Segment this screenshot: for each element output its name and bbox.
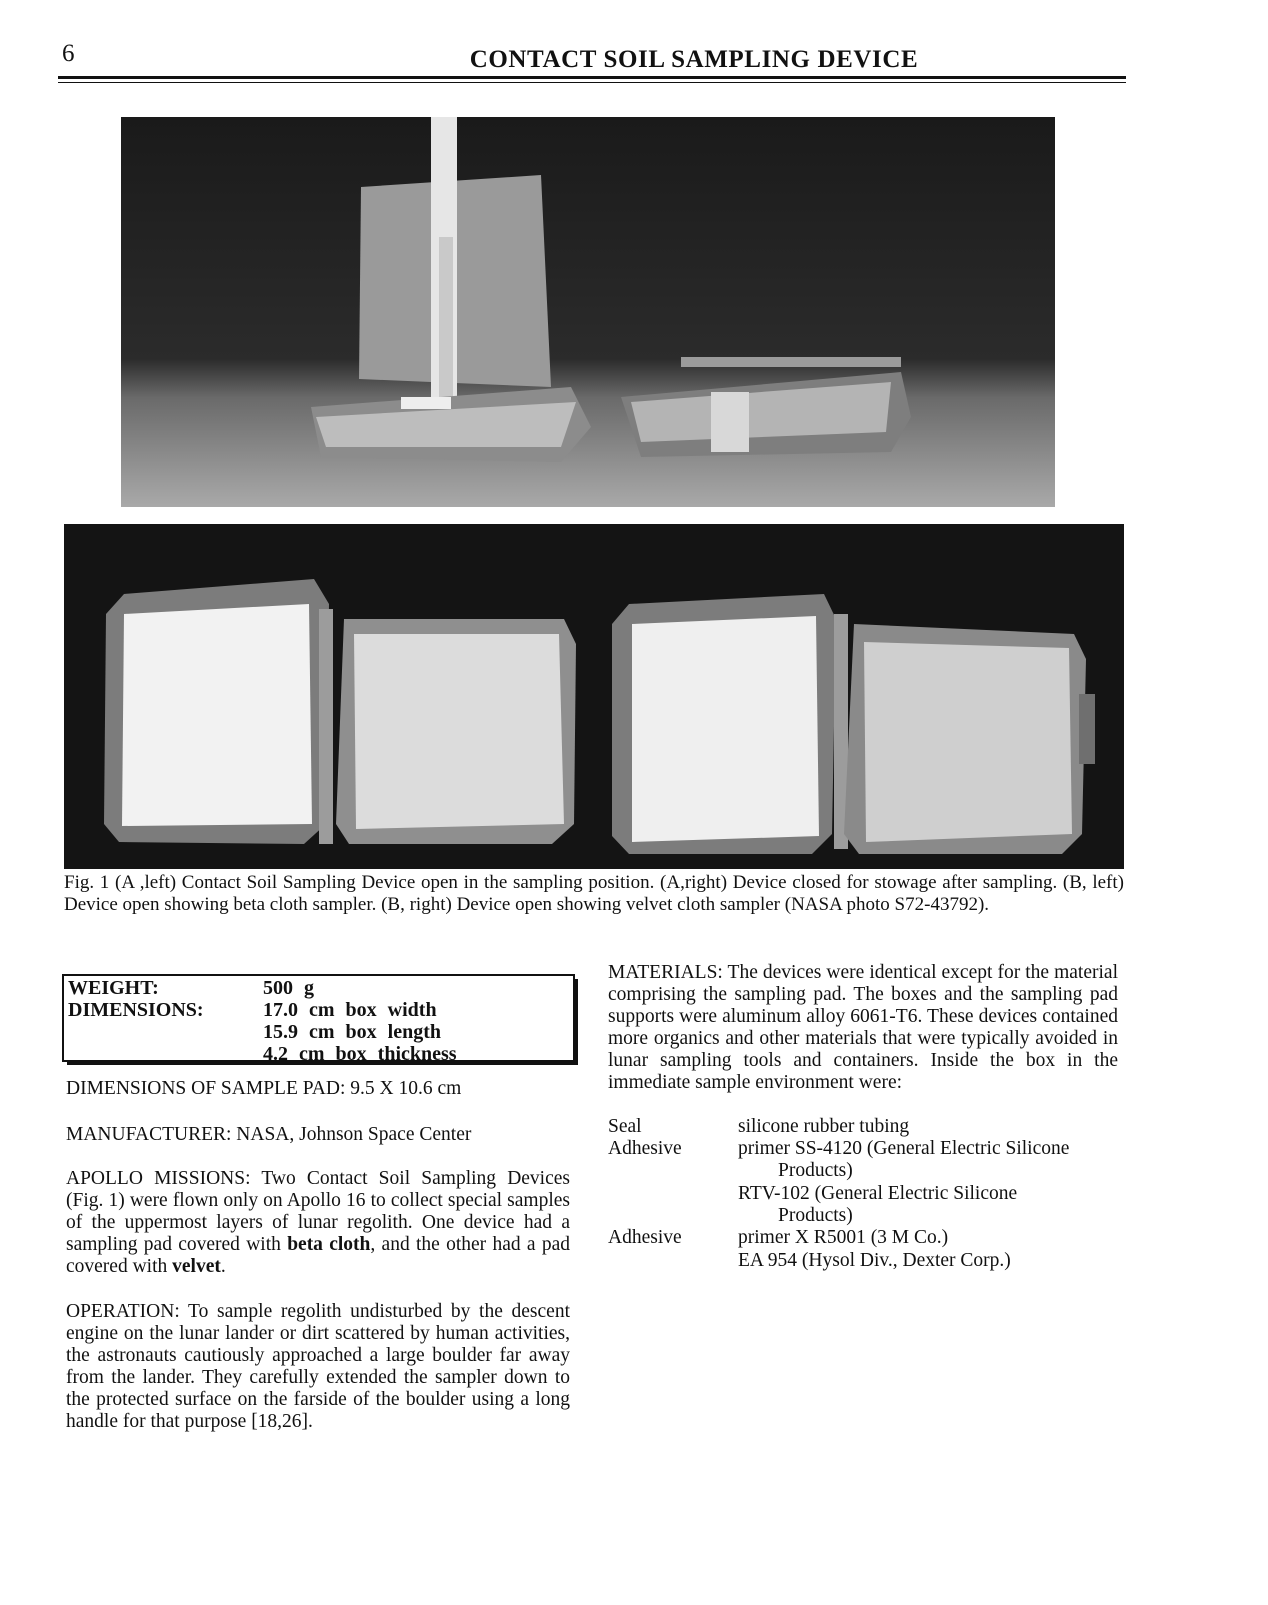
- adhesive-value-cont: Products): [778, 1205, 853, 1226]
- figure-caption: Fig. 1 (A ,left) Contact Soil Sampling Device open in the sampling position. (A,right) Device closed for stowage after sampling. (B, left) Device open showing beta cloth sampler. (B, right) Device open showing velvet cloth sampler (NASA photo S72-43792).: [64, 872, 1124, 915]
- dimension-width: 17.0 cm box width: [263, 999, 437, 1021]
- missions-text: APOLLO MISSIONS: Two Contact Soil Sampling Devices (Fig. 1) were flown only on Apollo 16 to collect special samples of the uppermost layers of lunar regolith. One device had a sampling pad covered with: [66, 1168, 570, 1255]
- header-rule-thin: [58, 82, 1126, 83]
- running-title: CONTACT SOIL SAMPLING DEVICE: [469, 46, 919, 73]
- dimensions-label: DIMENSIONS:: [68, 999, 204, 1021]
- adhesive-value: primer SS-4120 (General Electric Silicone: [738, 1138, 1070, 1159]
- adhesive-value: RTV-102 (General Electric Silicone: [738, 1183, 1018, 1204]
- specs-box: [62, 974, 575, 1065]
- adhesive-value-cont: Products): [778, 1160, 853, 1181]
- weight-value: 500 g: [263, 977, 314, 999]
- box-shadow-right: [574, 979, 578, 1065]
- missions-velvet: velvet: [172, 1256, 221, 1277]
- manufacturer: MANUFACTURER: NASA, Johnson Space Center: [66, 1124, 472, 1145]
- header-rule: [58, 76, 1126, 79]
- missions-text: , and the other had a pad covered with: [66, 1234, 571, 1277]
- adhesive-value: EA 954 (Hysol Div., Dexter Corp.): [738, 1250, 1011, 1271]
- weight-label: WEIGHT:: [68, 977, 159, 999]
- adhesive-label: Adhesive: [608, 1227, 682, 1248]
- materials-intro: MATERIALS: The devices were identical except for the material comprising the sampling pad. The boxes and the sampling pad supports were aluminum alloy 6061-T6. These devices contained more organics and other materials that were typically avoided in lunar sampling tools and containers. Inside the box in the immediate sample environment were:: [608, 962, 1118, 1093]
- apollo-missions: [66, 1168, 570, 1278]
- figure-photo-b: [64, 524, 1124, 869]
- missions-text: .: [220, 1256, 226, 1277]
- dimension-length: 15.9 cm box length: [263, 1021, 441, 1043]
- figure-photo-a: [121, 117, 1055, 507]
- operation: OPERATION: To sample regolith undisturbed by the descent engine on the lunar lander or dirt scattered by human activities, the astronauts cautiously approached a large boulder far away from the lander. They carefully extended the sampler down to the protected surface on the farside of the boulder using a long handle for that purpose [18,26].: [66, 1301, 570, 1432]
- page-number: 6: [62, 40, 75, 67]
- sample-pad-dimensions: DIMENSIONS OF SAMPLE PAD: 9.5 X 10.6 cm: [66, 1078, 462, 1099]
- seal-value: silicone rubber tubing: [738, 1116, 910, 1137]
- seal-label: Seal: [608, 1116, 642, 1137]
- dimension-thickness: 4.2 cm box thickness: [263, 1043, 457, 1065]
- missions-beta-cloth: beta cloth: [287, 1234, 371, 1255]
- adhesive-value: primer X R5001 (3 M Co.): [738, 1227, 949, 1248]
- adhesive-label: Adhesive: [608, 1138, 682, 1159]
